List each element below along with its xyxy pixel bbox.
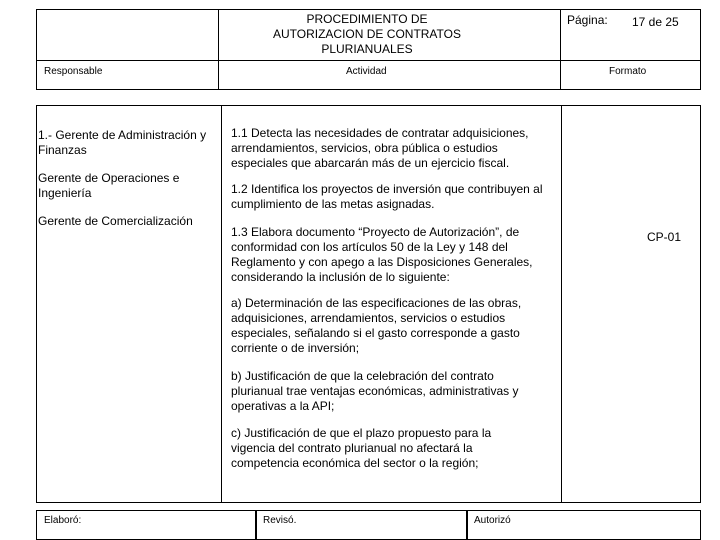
responsable-admin-finanzas: 1.- Gerente de Administración y Finanzas: [38, 128, 207, 157]
activity-item-a: a) Determinación de las especificaciones de las obras, adquisiciones, arrendamientos, servicios o estudios especiales, señalando si el gasto corresponde a gasto corriente o de inversión;: [231, 296, 522, 355]
page-label: Página:: [567, 13, 608, 27]
document-title: PROCEDIMIENTO DE AUTORIZACION DE CONTRATOS PLURIANUALES: [272, 12, 461, 56]
footer-reviso-label: Revisó.: [263, 515, 297, 526]
column-header-actividad: Actividad: [346, 66, 387, 77]
body-vline-1: [221, 105, 222, 503]
body-vline-2: [561, 105, 562, 503]
header-vline-1: [218, 9, 219, 90]
formato-code: CP-01: [647, 230, 682, 244]
footer-autorizo-label: Autorizó: [474, 515, 511, 526]
activity-item-c: c) Justificación de que el plazo propuesto para la vigencia del contrato plurianual no afectará la competencia económica del sector o la región;: [231, 426, 492, 470]
footer-elaboro-label: Elaboró:: [44, 515, 82, 526]
activity-1-2: 1.2 Identifica los proyectos de inversión que contribuyen al cumplimiento de las metas asignadas.: [231, 182, 543, 211]
activity-1-1: 1.1 Detecta las necesidades de contratar adquisiciones, arrendamientos, servicios, obra pública o estudios especiales que abarcarán más de un ejercicio fiscal.: [231, 126, 529, 170]
header-vline-2: [560, 9, 561, 90]
column-header-responsable: Responsable: [44, 66, 103, 77]
responsable-comercializacion: Gerente de Comercialización: [38, 214, 193, 228]
header-divider: [36, 60, 701, 61]
activity-item-b: b) Justificación de que la celebración del contrato plurianual trae ventajas económicas, administrativas y operativas a la API;: [231, 369, 519, 413]
column-header-formato: Formato: [609, 66, 647, 77]
activity-1-3: 1.3 Elabora documento “Proyecto de Autorización”, de conformidad con los artículos 50 de la Ley y 148 del Reglamento y con apego a las Disposiciones Generales, considerando la inclusión de lo siguiente:: [231, 225, 533, 284]
page-number: 17 de 25: [632, 15, 679, 29]
responsable-operaciones: Gerente de Operaciones e Ingeniería: [38, 171, 180, 200]
